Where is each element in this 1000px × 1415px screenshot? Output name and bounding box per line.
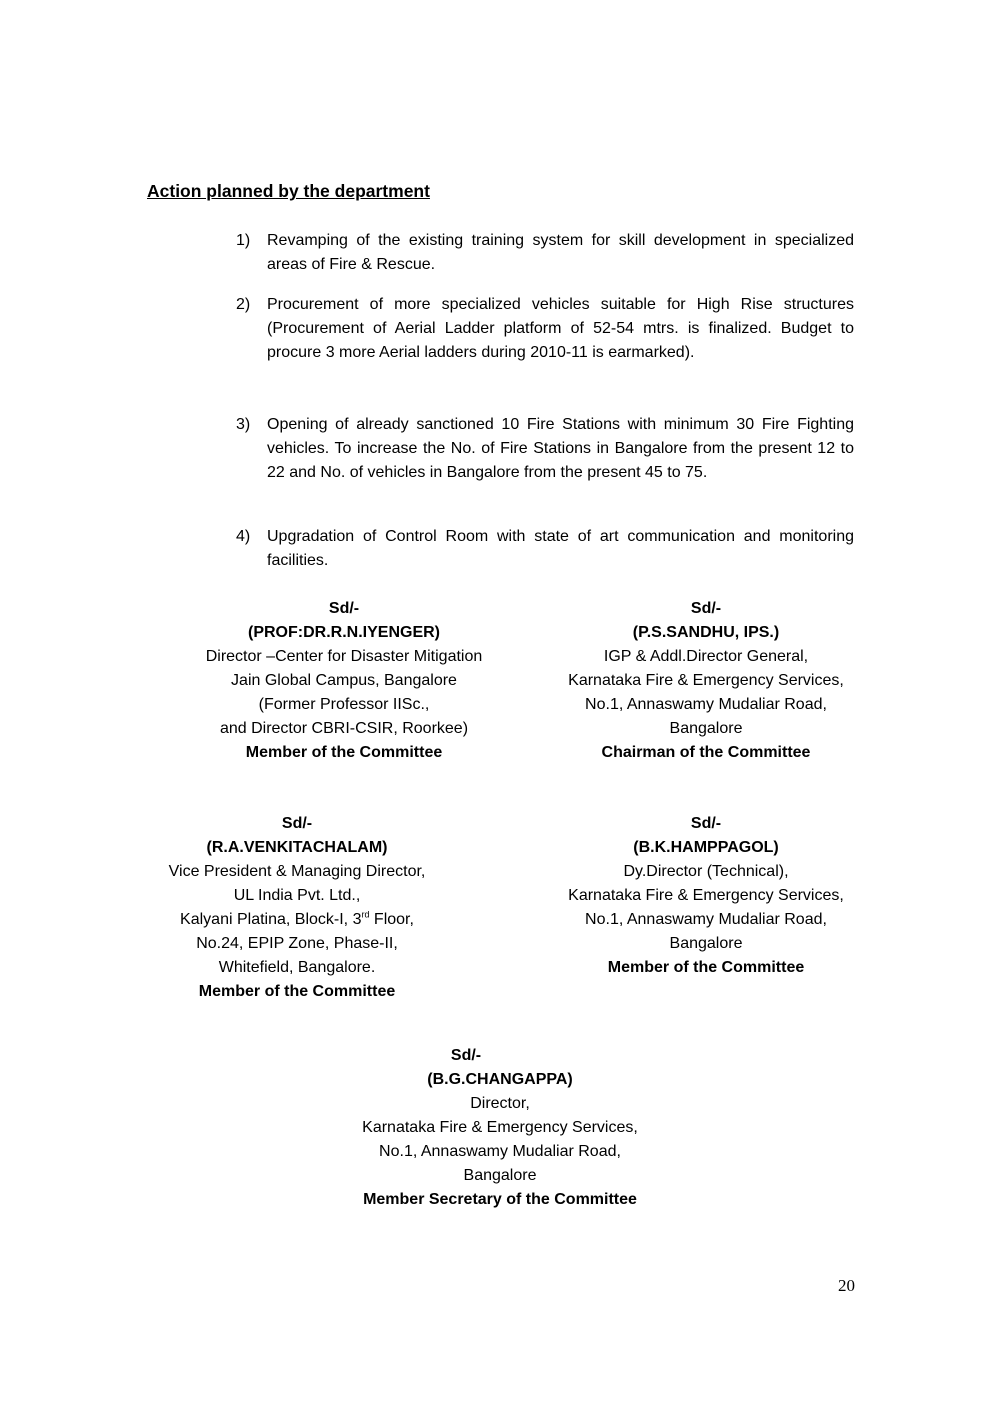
signatory-address-line (122, 908, 472, 932)
signatory-line: Vice President & Managing Director, (168, 863, 426, 880)
section-heading: Action planned by the department (147, 181, 430, 201)
signatory-line: Karnataka Fire & Emergency Services, (568, 887, 844, 904)
signatory-name: (R.A.VENKITACHALAM) (206, 839, 388, 856)
signatory-line: Jain Global Campus, Bangalore (231, 672, 457, 689)
signature-mark: Sd/- (450, 1047, 482, 1064)
page-number: 20 (838, 1276, 855, 1295)
signatory-role: Member of the Committee (245, 744, 443, 761)
signatory-name: (B.K.HAMPPAGOL) (633, 839, 779, 856)
signatory-line: Director –Center for Disaster Mitigation (205, 648, 483, 665)
signatory-role: Member Secretary of the Committee (363, 1191, 637, 1208)
signatory-line: and Director CBRI-CSIR, Roorkee) (219, 720, 469, 737)
ordinal-suffix: rd (361, 909, 370, 920)
list-item-text: Revamping of the existing training system for skill development in specialized areas of Fire & Rescue. (267, 232, 854, 273)
signatory-role: Member of the Committee (198, 983, 396, 1000)
action-list (236, 293, 854, 365)
signatory-line: IGP & Addl.Director General, (603, 648, 809, 665)
signatory-line: Whitefield, Bangalore. (218, 959, 376, 976)
signature-mark: Sd/- (328, 600, 360, 617)
signatory-name: (PROF:DR.R.N.IYENGER) (248, 624, 440, 641)
list-item-text: Upgradation of Control Room with state of art communication and monitoring facilities. (267, 528, 854, 569)
signature-mark: Sd/- (690, 600, 722, 617)
list-item-text: Opening of already sanctioned 10 Fire Stations with minimum 30 Fire Fighting vehicles. To increase the No. of Fire Stations in Bangalore from the present 12 to 22 and No. of vehicles in Bangalore from the present 45 to 75. (267, 416, 854, 481)
signatory-changappa (300, 1044, 700, 1212)
list-item (236, 229, 854, 277)
signatory-name: (B.G.CHANGAPPA) (427, 1071, 573, 1088)
list-item-number: 3) (236, 416, 251, 433)
signatory-name: (P.S.SANDHU, IPS.) (632, 624, 780, 641)
signatory-sandhu (520, 597, 892, 765)
signatory-line: Bangalore (669, 720, 743, 737)
list-item-text: Procurement of more specialized vehicles suitable for High Rise structures (Procurement of Aerial Ladder platform of 52-54 mtrs. is finalized. Budget to procure 3 more Aerial ladders during 2010-11 is earmarked). (267, 296, 854, 361)
action-list (236, 413, 854, 485)
list-item (236, 293, 854, 365)
signatory-line: Dy.Director (Technical), (623, 863, 789, 880)
signature-mark: Sd/- (281, 815, 313, 832)
signatory-iyenger (148, 597, 540, 765)
signatory-role: Chairman of the Committee (601, 744, 811, 761)
signatory-hamppagol (520, 812, 892, 980)
signatory-venkitachalam (122, 812, 472, 1004)
action-list (236, 525, 854, 573)
signatory-line: Karnataka Fire & Emergency Services, (362, 1119, 638, 1136)
signatory-line: No.24, EPIP Zone, Phase-II, (196, 935, 398, 952)
list-item (236, 525, 854, 573)
list-item (236, 413, 854, 485)
list-item-number: 4) (236, 528, 251, 545)
action-list (236, 229, 854, 277)
signatory-role: Member of the Committee (607, 959, 805, 976)
signatory-line: UL India Pvt. Ltd., (233, 887, 361, 904)
signatory-line: No.1, Annaswamy Mudaliar Road, (585, 911, 827, 928)
list-item-number: 1) (236, 232, 251, 249)
signatory-line: Bangalore (669, 935, 743, 952)
signatory-line: Karnataka Fire & Emergency Services, (568, 672, 844, 689)
address-text: Floor, (369, 911, 414, 928)
address-text: Kalyani Platina, Block-I, 3 (180, 911, 362, 928)
signatory-line: No.1, Annaswamy Mudaliar Road, (585, 696, 827, 713)
signatory-line: Director, (470, 1095, 530, 1112)
list-item-number: 2) (236, 296, 251, 313)
signatory-line: Bangalore (463, 1167, 537, 1184)
signatory-line: (Former Professor IISc., (258, 696, 430, 713)
signatory-line: No.1, Annaswamy Mudaliar Road, (379, 1143, 621, 1160)
signature-mark: Sd/- (690, 815, 722, 832)
